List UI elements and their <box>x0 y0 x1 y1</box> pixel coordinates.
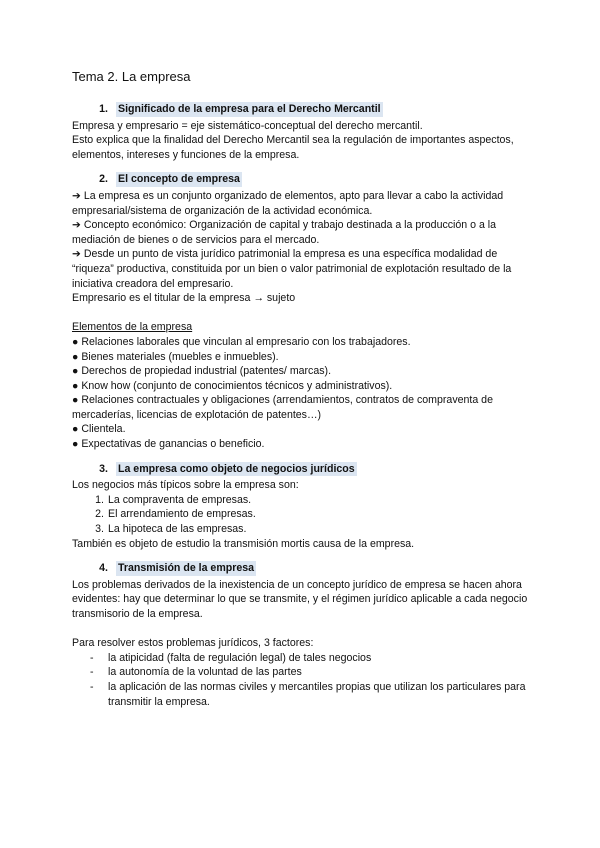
section-title: La empresa como objeto de negocios jurídicos <box>118 462 355 475</box>
list-item: ● Know how (conjunto de conocimientos técnicos y administrativos). <box>72 379 393 392</box>
paragraph: Empresario es el titular de la empresa → sujeto <box>72 292 296 305</box>
dash-list <box>72 651 532 709</box>
section-title: Transmisión de la empresa <box>118 562 255 575</box>
paragraph: Empresa y empresario = eje sistemático-conceptual del derecho mercantil. <box>72 119 423 132</box>
section-number: 2. <box>99 173 108 186</box>
paragraph: También es objeto de estudio la transmisión mortis causa de la empresa. <box>72 537 415 550</box>
elements-list <box>72 335 532 452</box>
section-1-heading <box>72 102 532 117</box>
list-item: 3. La hipoteca de las empresas. <box>95 523 247 536</box>
paragraph: Los problemas derivados de la inexistencia de un concepto jurídico de empresa se hacen ahora evidentes: hay que determinar lo que se transmite, y el régimen jurídico aplicable a cada negocio transmisorio de la empresa. <box>72 578 528 620</box>
paragraph: ➔ Concepto económico: Organización de capital y trabajo destinada a la producción o a la mediación de bienes o de servicios para el mercado. <box>72 219 497 246</box>
paragraph: ➔ La empresa es un conjunto organizado de elementos, apto para llevar a cabo la actividad empresarial/sistema de organización de la actividad económica. <box>72 189 504 217</box>
list-item: ● Bienes materiales (muebles e inmuebles). <box>72 350 279 363</box>
section-title: Significado de la empresa para el Derecho Mercantil <box>118 103 381 115</box>
list-item: - la autonomía de la voluntad de las partes <box>90 666 302 679</box>
section-title: El concepto de empresa <box>118 173 240 186</box>
list-item: ● Derechos de propiedad industrial (patentes/ marcas). <box>72 365 332 378</box>
list-item: ● Clientela. <box>72 423 126 436</box>
list-item: 2. El arrendamiento de empresas. <box>95 508 256 521</box>
section-number: 1. <box>99 103 108 115</box>
paragraph: Los negocios más típicos sobre la empresa son: <box>72 479 299 492</box>
section-3-heading <box>72 462 532 477</box>
list-item: 1. La compraventa de empresas. <box>95 493 252 506</box>
paragraph: Para resolver estos problemas jurídicos, 3 factores: <box>72 637 314 650</box>
section-number: 4. <box>99 562 108 575</box>
section-4-heading <box>72 561 532 576</box>
list-item: - la atipicidad (falta de regulación legal) de tales negocios <box>90 651 372 664</box>
elements-subheading: Elementos de la empresa <box>72 321 193 334</box>
section-2-heading <box>72 172 532 187</box>
section-number: 3. <box>99 462 108 475</box>
numbered-list <box>72 493 532 537</box>
document-page <box>72 68 532 709</box>
list-item: - la aplicación de las normas civiles y mercantiles propias que utilizan los particulares para transmitir la empresa. <box>90 680 526 708</box>
paragraph: ➔ Desde un punto de vista jurídico patrimonial la empresa es una específica modalidad de “riqueza” productiva, constituida por un bien o valor patrimonial de explotación resultado de la iniciativa creadora del empresario. <box>72 248 512 290</box>
list-item: ● Relaciones laborales que vinculan al empresario con los trabajadores. <box>72 335 411 348</box>
paragraph: Esto explica que la finalidad del Derecho Mercantil sea la regulación de importantes aspectos, elementos, intereses y funciones de la empresa. <box>72 134 514 161</box>
list-item: ● Relaciones contractuales y obligaciones (arrendamientos, contratos de compraventa de mercaderías, licencias de explotación de patentes…) <box>72 394 493 421</box>
page-title: Tema 2. La empresa <box>72 69 191 84</box>
list-item: ● Expectativas de ganancias o beneficio. <box>72 438 265 451</box>
